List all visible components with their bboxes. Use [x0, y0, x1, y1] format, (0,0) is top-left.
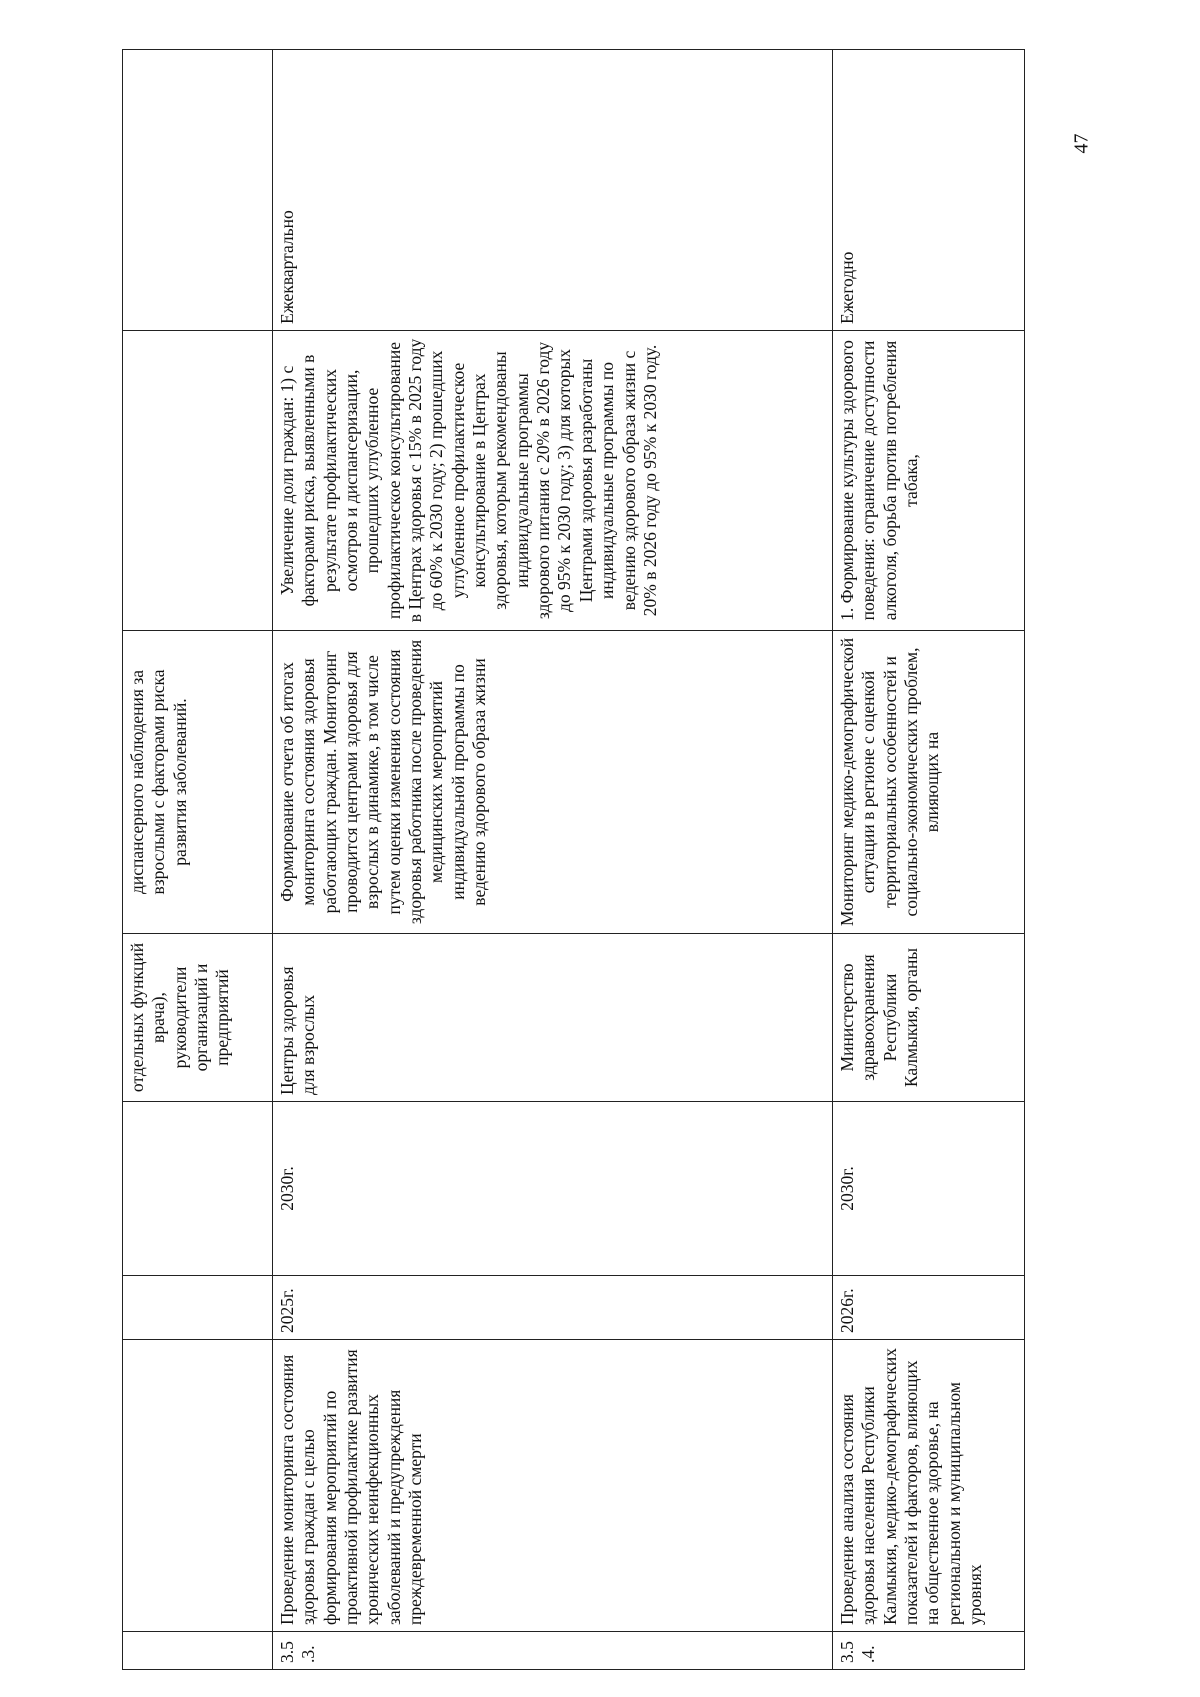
cell-indicator: Увеличение доли граждан: 1) с факторами риска, выявленными в результате профилактических осмотров и диспансеризации, прошедших углубленное профилактическое консультирование в Центрах здоровья с 15% в 2025 году до 60% к 2030 году; 2) прошедших углубленное профилактическое консультирование в Центрах здоровья, которым рекомендованы индивидуальные программы здорового питания с 20% в 2026 году до 95% к 2030 году; 3) для которых Центрами здоровья разработаны индивидуальные программы по ведению здорового образа жизни с 20% в 2026 году до 95% к 2030 году. [273, 331, 833, 631]
cell-end: 2030г. [273, 1102, 833, 1276]
cell-start: 2026г. [833, 1276, 1025, 1340]
cell-end [123, 1102, 273, 1276]
table-row [833, 50, 1025, 1670]
page-number: 47 [1070, 133, 1093, 154]
cell-executor: Министерство здравоохранения Республики Калмыкия, органы [833, 934, 1025, 1102]
cell-executor: отдельных функций врача), руководители организаций и предприятий [123, 934, 273, 1102]
cell-form: Мониторинг медико-демографической ситуации в регионе с оценкой территориальных особенностей и социально-экономических проблем, влияющих на [833, 631, 1025, 934]
cell-periodicity: Ежеквартально [273, 50, 833, 331]
rotated-page [122, 50, 1025, 1670]
cell-form: диспансерного наблюдения за взрослыми с факторами риска развития заболеваний. [123, 631, 273, 934]
table-row [123, 50, 273, 1670]
cell-event: Проведение анализа состояния здоровья населения Республики Калмыкия, медико-демографических показателей и факторов, влияющих на общественное здоровье, на региональном и муниципальном уровнях [833, 1340, 1025, 1632]
cell-event: Проведение мониторинга состояния здоровья граждан с целью формирования мероприятий по проактивной профилактике развития хронических неинфекционных заболеваний и предупреждения преждевременной смерти [273, 1340, 833, 1632]
cell-event [123, 1340, 273, 1632]
cell-executor: Центры здоровья для взрослых [273, 934, 833, 1102]
cell-indicator: 1. Формирование культуры здорового поведения: ограничение доступности алкоголя, борьба против потребления табака, [833, 331, 1025, 631]
cell-num [123, 1632, 273, 1670]
cell-num: 3.5.3. [273, 1632, 833, 1670]
cell-end: 2030г. [833, 1102, 1025, 1276]
cell-periodicity: Ежегодно [833, 50, 1025, 331]
cell-periodicity [123, 50, 273, 331]
cell-start: 2025г. [273, 1276, 833, 1340]
cell-form: Формирование отчета об итогах мониторинга состояния здоровья работающих граждан. Мониторинг проводится центрами здоровья для взрослых в динамике, в том числе путем оценки изменения состояния здоровья работника после проведения медицинских мероприятий индивидуальной программы по ведению здорового образа жизни [273, 631, 833, 934]
cell-start [123, 1276, 273, 1340]
cell-num: 3.5.4. [833, 1632, 1025, 1670]
table-row [273, 50, 833, 1670]
plan-table [122, 49, 1025, 1670]
cell-indicator [123, 331, 273, 631]
